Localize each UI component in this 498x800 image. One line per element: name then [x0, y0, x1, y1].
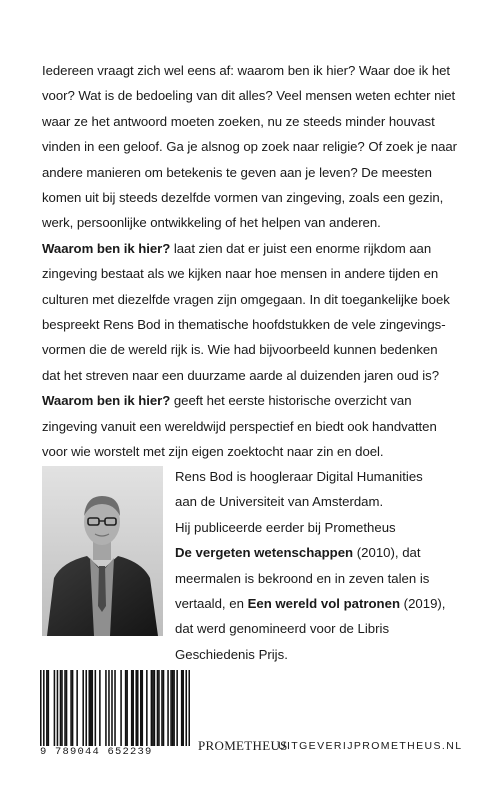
bio-line [175, 489, 475, 514]
bio-line [175, 566, 475, 591]
blurb-text: komen uit bij steeds dezelfde vormen van zingeving, zoals een gezin, [42, 190, 444, 206]
blurb-line [42, 363, 462, 388]
barcode-bar [161, 670, 163, 746]
barcode-bar [99, 670, 101, 746]
publisher-logo: PROMETHEUS [198, 738, 288, 753]
blurb-text: andere manieren om betekenis te geven aan je leven? De meesten [42, 164, 432, 180]
barcode-bar [88, 670, 90, 746]
author-bio [175, 464, 475, 667]
blurb-line [42, 388, 462, 413]
blurb-text: vinden in een geloof. Ga je alsnog op zoek naar religie? Of zoek je naar [42, 139, 458, 155]
blurb-text: culturen met diezelfde vragen zijn omgegaan. In dit toegankelijke boek [42, 291, 450, 307]
bio-line [175, 515, 475, 540]
barcode-bar [64, 670, 66, 746]
blurb-text: voor wie worstelt met zijn eigen zoektocht naar zin en doel. [42, 444, 384, 460]
back-cover-blurb [42, 58, 462, 465]
blurb-text: zingeving bestaat als we kijken naar hoe mensen in andere tijden en [42, 266, 439, 282]
barcode-bar [54, 670, 56, 746]
barcode-bar [140, 670, 142, 746]
blurb-line [42, 58, 462, 83]
barcode-bar [151, 670, 153, 746]
barcode-bar [120, 670, 122, 746]
isbn-barcode [40, 670, 190, 760]
book-title: Waarom ben ik hier? [42, 240, 171, 256]
barcode-bar [70, 670, 72, 746]
blurb-text: waar ze het antwoord moeten zoeken, nu ze steeds minder houvast [42, 113, 435, 129]
bio-text: (2019), [400, 596, 446, 612]
barcode-bar [61, 670, 63, 746]
blurb-text: werk, persoonlijke ontwikkeling of het helpen van anderen. [42, 215, 381, 231]
blurb-line [42, 414, 462, 439]
barcode-bar [167, 670, 169, 746]
bio-text: Rens Bod is hoogleraar Digital Humanities [175, 469, 423, 484]
bio-text: vertaald, en [175, 596, 248, 612]
book-title: Een wereld vol patronen [247, 596, 401, 612]
barcode-bar [66, 670, 68, 746]
barcode-bars [40, 670, 190, 746]
barcode-bar [135, 670, 137, 746]
barcode-bar [60, 670, 62, 746]
bio-line [175, 616, 475, 641]
barcode-bar [90, 670, 92, 746]
blurb-text: laat zien dat er juist een enorme rijkdom aan [170, 240, 432, 256]
barcode-bar [181, 670, 183, 746]
blurb-line [42, 312, 462, 337]
barcode-bar [108, 670, 110, 746]
bio-line [175, 591, 475, 616]
bio-text: (2010), dat [353, 545, 421, 561]
barcode-bar [43, 670, 45, 746]
barcode-bar [95, 670, 97, 746]
barcode-bar [111, 670, 113, 746]
blurb-text: vormen die de wereld rijk is. Wie had bijvoorbeeld kunnen bedenken [42, 342, 438, 358]
barcode-bar [188, 670, 190, 746]
book-title: De vergeten wetenschappen [175, 545, 354, 561]
barcode-bar [57, 670, 59, 746]
blurb-line [42, 210, 462, 235]
barcode-bar [92, 670, 94, 746]
barcode-bar [173, 670, 175, 746]
blurb-line [42, 109, 462, 134]
blurb-text: geeft het eerste historische overzicht van [170, 393, 412, 409]
barcode-bar [152, 670, 154, 746]
barcode-bar [142, 670, 144, 746]
bio-text: Hij publiceerde eerder bij Prometheus [175, 519, 396, 535]
barcode-bar [48, 670, 50, 746]
blurb-line [42, 160, 462, 185]
author-photo [42, 466, 163, 636]
barcode-bar [85, 670, 87, 746]
barcode-bar [40, 670, 42, 746]
barcode-bar [172, 670, 174, 746]
bio-line [175, 464, 475, 489]
blurb-text: Iedereen vraagt zich wel eens af: waarom ben ik hier? Waar doe ik het [42, 63, 451, 78]
blurb-line [42, 236, 462, 261]
blurb-line [42, 185, 462, 210]
barcode-bar [182, 670, 184, 746]
blurb-line [42, 134, 462, 159]
book-title: Waarom ben ik hier? [42, 393, 171, 409]
bio-text: meermalen is bekroond en in zeven talen is [175, 570, 430, 586]
blurb-line [42, 439, 462, 464]
barcode-bar [82, 670, 84, 746]
barcode-bar [114, 670, 116, 746]
blurb-line [42, 83, 462, 108]
barcode-bar [72, 670, 74, 746]
barcode-bar [105, 670, 107, 746]
blurb-line [42, 287, 462, 312]
barcode-bar [157, 670, 159, 746]
barcode-bar [176, 670, 178, 746]
barcode-bar [137, 670, 139, 746]
blurb-text: dat het streven naar een duurzame aarde al duizenden jaren oud is? [42, 367, 439, 383]
bio-line [175, 642, 475, 667]
barcode-bar [131, 670, 133, 746]
blurb-line [42, 337, 462, 362]
blurb-text: zingeving vanuit een wereldwijd perspectief en biedt ook handvatten [42, 418, 437, 434]
barcode-bar [46, 670, 48, 746]
blurb-text: voor? Wat is de bedoeling van dit alles? Veel mensen weten echter niet [42, 88, 456, 104]
barcode-bar [163, 670, 165, 746]
barcode-bar [154, 670, 156, 746]
barcode-bar [76, 670, 78, 746]
bio-line [175, 540, 475, 565]
barcode-bar [185, 670, 187, 746]
barcode-bar [158, 670, 160, 746]
bio-text: dat werd genomineerd voor de Libris [175, 621, 390, 637]
barcode-bar [132, 670, 134, 746]
bio-text: aan de Universiteit van Amsterdam. [175, 494, 384, 510]
blurb-line [42, 261, 462, 286]
author-portrait-image [42, 466, 163, 636]
barcode-bar [170, 670, 172, 746]
isbn-number: 9 789044 652239 [40, 746, 153, 758]
bio-text: Geschiedenis Prijs. [175, 646, 288, 662]
barcode-bar [125, 670, 127, 746]
barcode-bar [126, 670, 128, 746]
blurb-text: bespreekt Rens Bod in thematische hoofdstukken de vele zingevings- [42, 317, 446, 333]
publisher-url: UITGEVERIJPROMETHEUS.NL [278, 740, 463, 752]
barcode-bar [146, 670, 148, 746]
